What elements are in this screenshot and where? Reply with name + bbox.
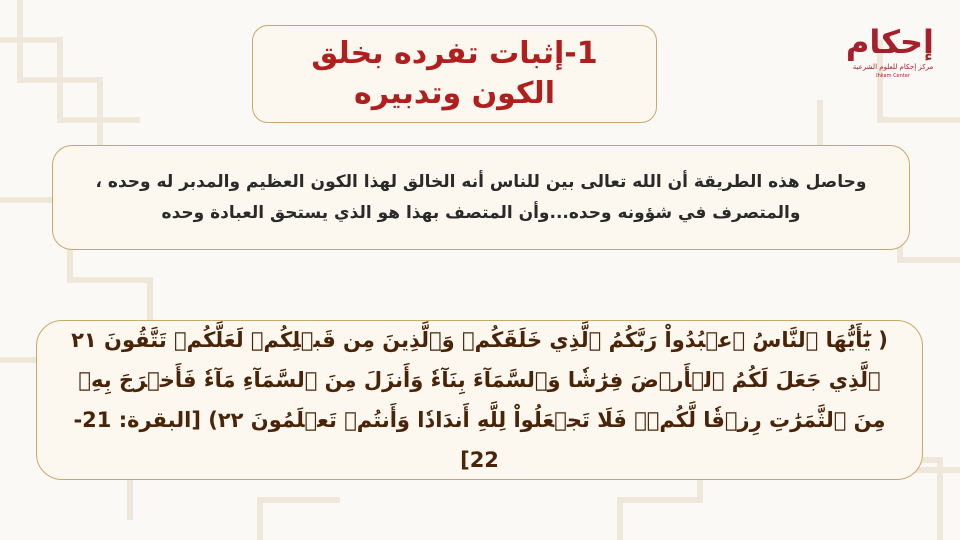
title-box bbox=[252, 25, 657, 123]
summary-box bbox=[52, 145, 910, 250]
ihkam-logo bbox=[845, 22, 934, 92]
quran-verse-box bbox=[36, 320, 923, 480]
quran-verse-text: ( يَٰٓأَيُّهَا ٱلنَّاسُ ٱعۡبُدُواْ رَبَّكُمُ ٱلَّذِي خَلَقَكُمۡ وَٱلَّذِينَ مِن قَبۡلِكُمۡ لَعَلَّكُمۡ تَتَّقُونَ ٢١ ٱلَّذِي جَعَلَ لَكُمُ ٱلۡأَرۡضَ فِرَٰشٗا وَٱلسَّمَآءَ بِنَآءٗ وَأَنزَلَ مِنَ ٱلسَّمَآءِ مَآءٗ فَأَخۡرَجَ بِهِۦ مِنَ ٱلثَّمَرَٰتِ رِزۡقٗا لَّكُمۡۖ فَلَا تَجۡعَلُواْ لِلَّهِ أَندَادٗا وَأَنتُمۡ تَعۡلَمُونَ ٢٢) [البقرة: 21-22] bbox=[71, 328, 888, 472]
logo-tagline: Ihkam Center bbox=[876, 73, 910, 79]
slide-title: 1-إثبات تفرده بخلق الكون وتدبيره bbox=[311, 36, 598, 111]
logo-subtitle: مركز إحكام للعلوم الشرعية bbox=[852, 63, 934, 71]
logo-name: إحكام bbox=[845, 23, 934, 61]
summary-text: وحاصل هذه الطريقة أن الله تعالى بين للناس أنه الخالق لهذا الكون العظيم والمدبر له وحده ، والمتصرف في شؤونه وحده...وأن المتصف بهذا هو الذي يستحق العبادة وحده bbox=[95, 171, 867, 223]
